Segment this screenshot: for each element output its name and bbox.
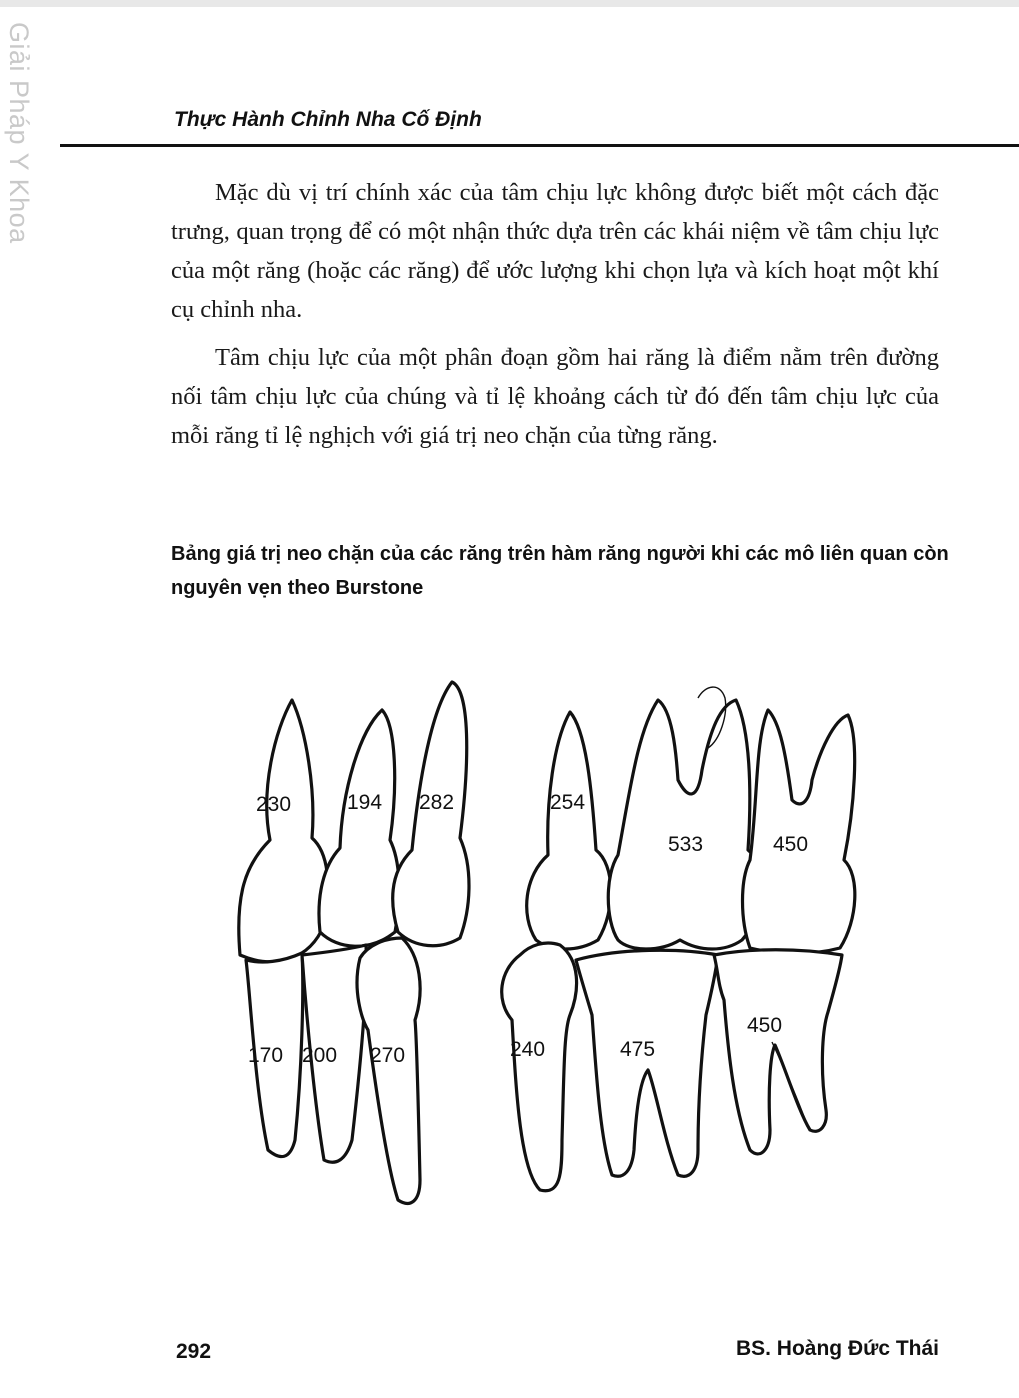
- watermark-text: Giải Pháp Y Khoa: [4, 22, 34, 244]
- value-upper-lateral-incisor: 194: [347, 791, 383, 814]
- value-lower-canine: 270: [370, 1044, 406, 1067]
- page-number: 292: [176, 1340, 212, 1363]
- lower-premolar: [502, 943, 577, 1191]
- running-header-title: Thực Hành Chỉnh Nha Cố Định: [174, 108, 482, 131]
- lower-first-molar: [576, 950, 718, 1176]
- value-lower-second-molar: 450: [747, 1014, 783, 1037]
- value-upper-central-incisor: 230: [256, 793, 292, 816]
- teeth-anchorage-figure: [220, 670, 880, 1230]
- value-upper-premolar: 254: [550, 791, 586, 814]
- figure-caption: Bảng giá trị neo chặn của các răng trên hàm răng người khi các mô liên quan còn nguyên vẹn theo Burstone: [171, 543, 949, 599]
- upper-first-molar: [608, 700, 761, 949]
- upper-lateral-incisor: [319, 710, 399, 946]
- value-lower-lateral-incisor: 200: [302, 1044, 338, 1067]
- value-upper-first-molar: 533: [668, 833, 704, 856]
- value-lower-first-molar: 475: [620, 1038, 656, 1061]
- body-paragraph-2: Tâm chịu lực của một phân đoạn gồm hai răng là điểm nằm trên đường nối tâm chịu lực của chúng và tỉ lệ khoảng cách từ đó đến tâm chịu lực của mỗi răng tỉ lệ nghịch với giá trị neo chặn của từng răng.: [171, 344, 939, 449]
- teeth-diagram: [220, 670, 880, 1230]
- value-upper-second-molar: 450: [773, 833, 809, 856]
- value-upper-canine: 282: [419, 791, 455, 814]
- upper-second-molar: [743, 710, 855, 953]
- upper-central-incisor: [239, 700, 328, 962]
- value-lower-central-incisor: 170: [248, 1044, 284, 1067]
- top-edge-band: [0, 0, 1019, 7]
- header-rule: [60, 144, 1019, 147]
- body-paragraph-1: Mặc dù vị trí chính xác của tâm chịu lực không được biết một cách đặc trưng, quan trọng để có một nhận thức dựa trên các khái niệm về tâm chịu lực của một răng (hoặc các răng) để ước lượng khi chọn lựa và kích hoạt một khí cụ chỉnh nha.: [171, 179, 939, 323]
- value-lower-premolar: 240: [510, 1038, 546, 1061]
- lower-canine: [357, 938, 420, 1203]
- lower-second-molar: [714, 950, 842, 1154]
- upper-premolar: [527, 712, 611, 949]
- footer-author: BS. Hoàng Đức Thái: [735, 1337, 939, 1360]
